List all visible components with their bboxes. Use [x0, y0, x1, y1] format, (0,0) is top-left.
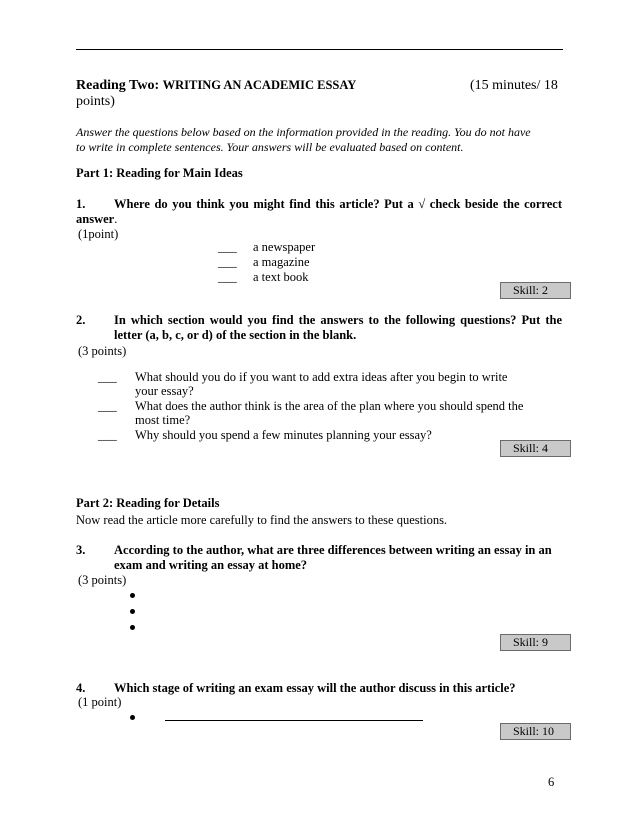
q4-number: 4.: [76, 681, 86, 695]
time-points: (15 minutes/ 18: [470, 78, 558, 93]
q1-text-line1: Where do you think you might find this article? Put a √ check beside the correct: [114, 197, 562, 211]
q2-item2-line2: most time?: [135, 413, 191, 427]
reading-label: Reading Two:: [76, 78, 160, 93]
part1-title: Part 1: Reading for Main Ideas: [76, 166, 243, 180]
q1-option-blank[interactable]: ___: [218, 240, 237, 254]
q1-text-line2: [76, 212, 117, 227]
q2-item1-line1: What should you do if you want to add extra ideas after you begin to write: [135, 370, 508, 384]
q1-option-blank[interactable]: ___: [218, 270, 237, 284]
q1-number: 1.: [76, 197, 86, 211]
skill-badge-q3: Skill: 9: [500, 634, 571, 651]
q2-item2-line1: What does the author think is the area of the plan where you should spend the: [135, 399, 524, 413]
q1-option-textbook: a text book: [253, 270, 309, 284]
q3-bullet-2: [130, 609, 135, 614]
q3-bullet-3: [130, 625, 135, 630]
q1-option-newspaper: a newspaper: [253, 240, 316, 254]
q2-number: 2.: [76, 313, 86, 327]
q2-blank[interactable]: ___: [98, 370, 117, 384]
q1-answer-word: answer: [76, 212, 115, 226]
q3-text-line2: exam and writing an essay at home?: [114, 558, 308, 572]
q2-blank[interactable]: ___: [98, 428, 117, 442]
q4-answer-line[interactable]: [165, 720, 423, 721]
q4-text: Which stage of writing an exam essay will the author discuss in this article?: [114, 681, 516, 695]
reading-heading: [76, 78, 356, 94]
q2-item1-line2: your essay?: [135, 384, 194, 398]
q3-points: (3 points): [78, 573, 127, 587]
q2-blank[interactable]: ___: [98, 399, 117, 413]
skill-badge-q2: Skill: 4: [500, 440, 571, 457]
top-rule: [76, 49, 563, 50]
q1-period: .: [114, 212, 118, 226]
q1-points: (1point): [78, 227, 119, 241]
q3-bullet-1: [130, 593, 135, 598]
q2-item3-line1: Why should you spend a few minutes planning your essay?: [135, 428, 432, 442]
reading-title: WRITING AN ACADEMIC ESSAY: [162, 78, 357, 92]
q4-points: (1 point): [78, 695, 122, 709]
q2-text-line2: letter (a, b, c, or d) of the section in the blank.: [114, 328, 357, 342]
q2-points: (3 points): [78, 344, 127, 358]
points-word: points): [76, 94, 115, 109]
q1-option-magazine: a magazine: [253, 255, 310, 269]
skill-badge-q4: Skill: 10: [500, 723, 571, 740]
part2-title: Part 2: Reading for Details: [76, 496, 220, 510]
q2-text-line1: In which section would you find the answers to the following questions? Put the: [114, 313, 562, 327]
q4-bullet: [130, 715, 135, 720]
part2-intro: Now read the article more carefully to find the answers to these questions.: [76, 513, 448, 527]
q3-number: 3.: [76, 543, 86, 557]
skill-badge-q1: Skill: 2: [500, 282, 571, 299]
instructions-line2: to write in complete sentences. Your answers will be evaluated based on content.: [76, 140, 464, 154]
instructions-line1: Answer the questions below based on the information provided in the reading. You do not have: [76, 125, 531, 139]
page-number: 6: [548, 775, 555, 789]
q1-option-blank[interactable]: ___: [218, 255, 237, 269]
q3-text-line1: According to the author, what are three differences between writing an essay in an: [114, 543, 552, 557]
